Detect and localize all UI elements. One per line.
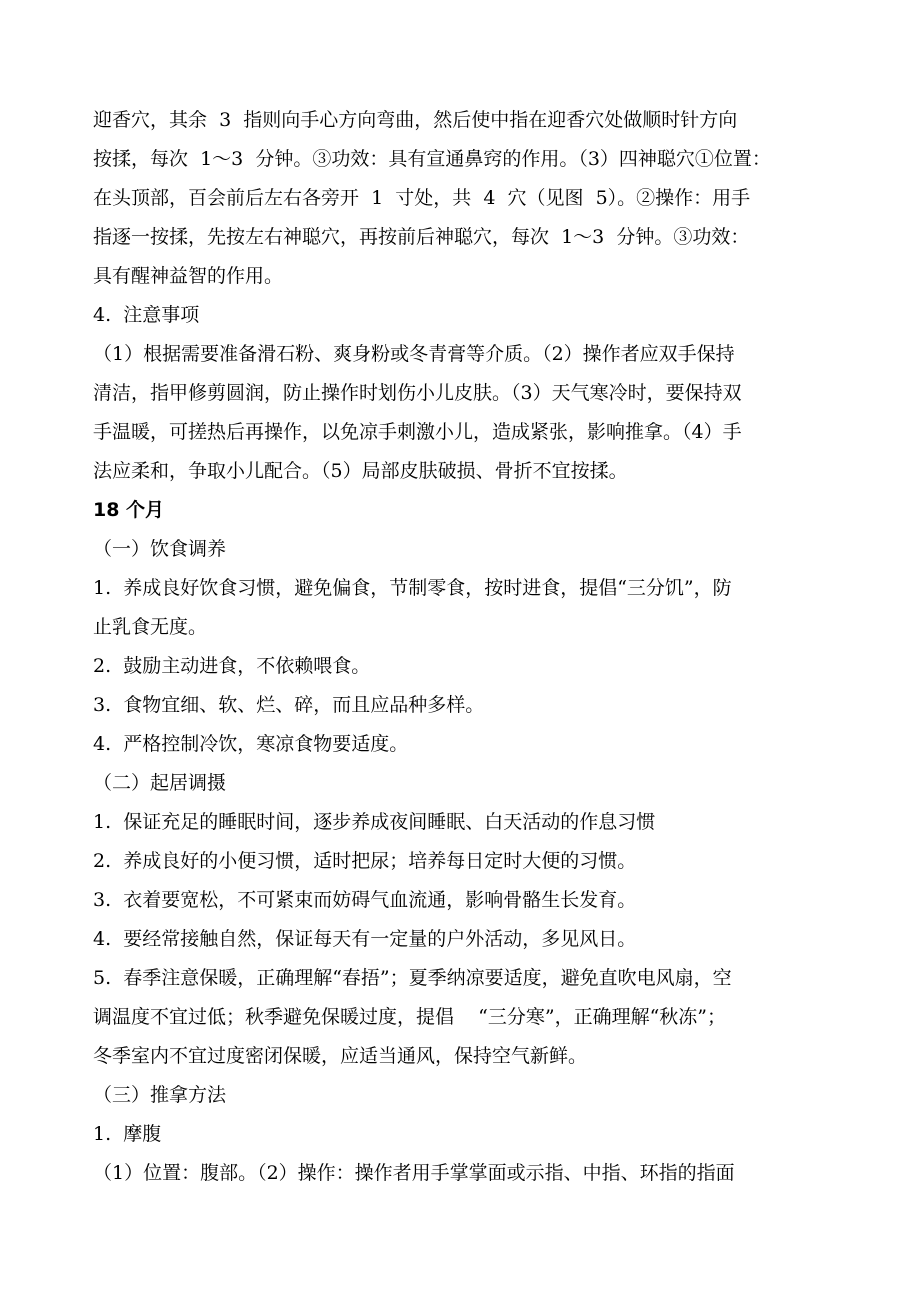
text-line: 1. 摩腹 [93, 1123, 162, 1145]
text-line: 手温暖，可搓热后再操作，以免凉手刺激小儿，造成紧张，影响推拿。（4）手 [93, 421, 742, 443]
text-line: 指逐一按揉，先按左右神聪穴，再按前后神聪穴，每次 1～3 分钟。③功效： [93, 226, 750, 248]
text-line: 止乳食无度。 [93, 616, 208, 638]
text-line: 清洁，指甲修剪圆润，防止操作时划伤小儿皮肤。（3）天气寒冷时，要保持双 [93, 382, 742, 404]
text-line: 冬季室内不宜过度密闭保暖，应适当通风，保持空气新鲜。 [93, 1045, 588, 1067]
section-heading: （一）饮食调养 [93, 538, 227, 560]
text-line: 3. 食物宜细、软、烂、碎，而且应品种多样。 [93, 694, 485, 716]
text-line: 2. 养成良好的小便习惯，适时把尿；培养每日定时大便的习惯。 [93, 850, 637, 872]
chapter-heading: 18 个月 [93, 499, 165, 521]
section-heading: 4. 注意事项 [93, 304, 200, 326]
text-line: 具有醒神益智的作用。 [93, 265, 284, 287]
text-line: 4. 严格控制冷饮，寒凉食物要适度。 [93, 733, 409, 755]
text-line: 调温度不宜过低；秋季避免保暖过度，提倡 “三分寒”，正确理解“秋冻”； [93, 1006, 727, 1028]
text-line: 2. 鼓励主动进食，不依赖喂食。 [93, 655, 371, 677]
text-line: 5. 春季注意保暖，正确理解“春捂”；夏季纳凉要适度，避免直吹电风扇，空 [93, 967, 732, 989]
text-line: 4. 要经常接触自然，保证每天有一定量的户外活动，多见风日。 [93, 928, 637, 950]
text-line: （1）根据需要准备滑石粉、爽身粉或冬青膏等介质。（2）操作者应双手保持 [93, 343, 735, 365]
text-line: （1）位置：腹部。（2）操作：操作者用手掌掌面或示指、中指、环指的指面 [93, 1162, 735, 1184]
text-line: 在头顶部，百会前后左右各旁开 1 寸处，共 4 穴（见图 5）。②操作：用手 [93, 187, 751, 209]
section-heading: （二）起居调摄 [93, 772, 227, 794]
text-line: 法应柔和，争取小儿配合。（5）局部皮肤破损、骨折不宜按揉。 [93, 460, 628, 482]
text-line: 3. 衣着要宽松，不可紧束而妨碍气血流通，影响骨骼生长发育。 [93, 889, 637, 911]
section-heading: （三）推拿方法 [93, 1084, 227, 1106]
text-line: 1. 保证充足的睡眠时间，逐步养成夜间睡眠、白天活动的作息习惯 [93, 811, 656, 833]
text-line: 按揉，每次 1～3 分钟。③功效：具有宣通鼻窍的作用。（3）四神聪穴①位置： [93, 148, 771, 170]
text-line: 1. 养成良好饮食习惯，避免偏食，节制零食，按时进食，提倡“三分饥”，防 [93, 577, 732, 599]
text-line: 迎香穴，其余 3 指则向手心方向弯曲，然后使中指在迎香穴处做顺时针方向 [93, 109, 738, 131]
